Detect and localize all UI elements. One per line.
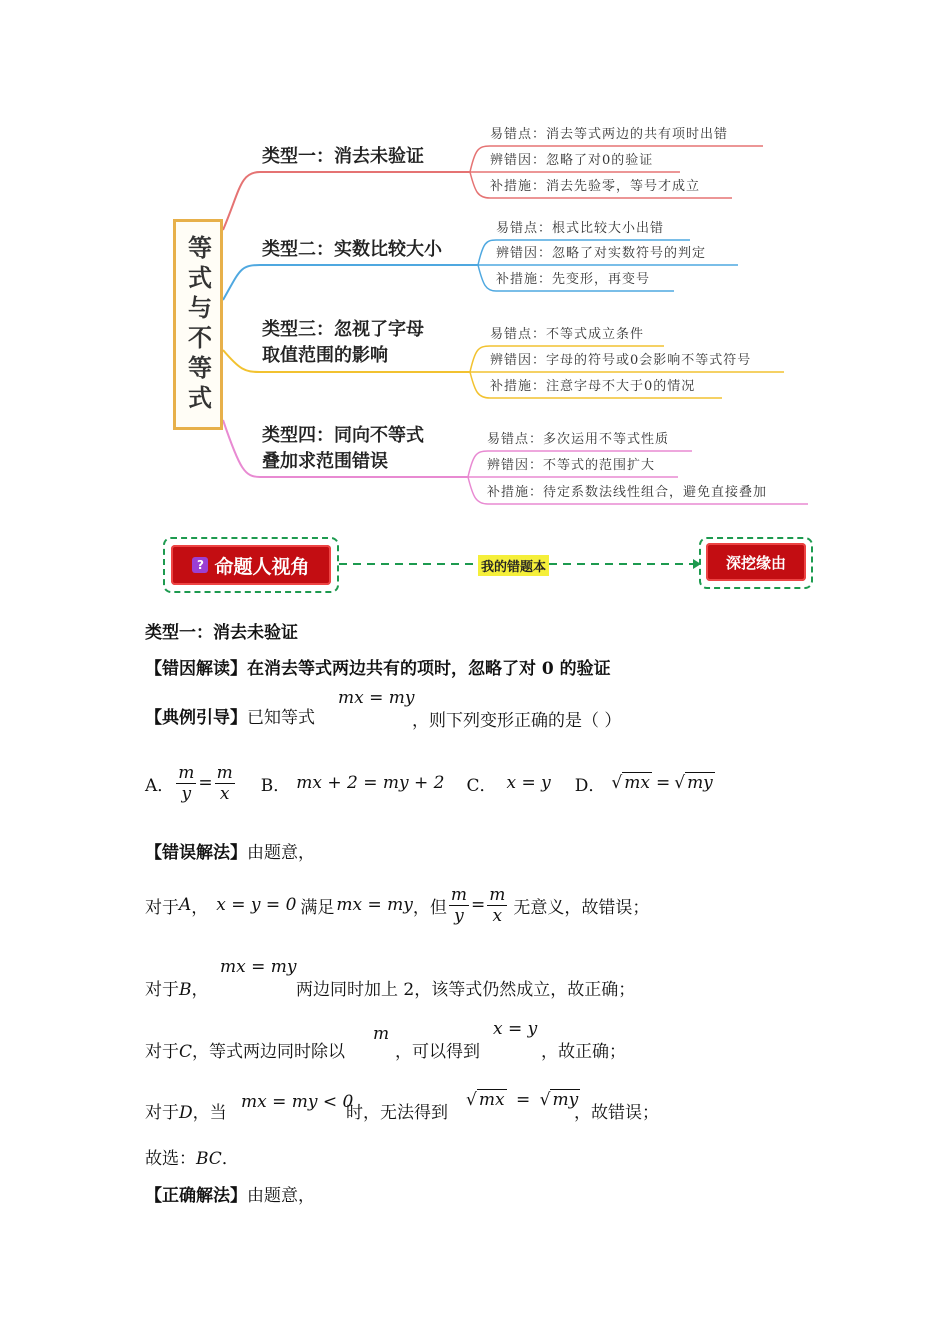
option-a-frac2 bbox=[215, 763, 235, 804]
correct-tag: 【正确解法】 bbox=[145, 1186, 247, 1206]
line-b-pre: 对于 bbox=[145, 980, 179, 1000]
leaf-3-2: 辨错因：字母的符号或0会影响不等式符号 bbox=[490, 353, 752, 368]
option-a-den2: x bbox=[219, 783, 230, 804]
option-c-expr: x = y bbox=[506, 773, 551, 793]
type4-label-line1: 类型四：同向不等式 bbox=[262, 425, 424, 446]
dig-reason-label: 深挖缘由 bbox=[725, 553, 786, 572]
leaf-2-1: 易错点：根式比较大小出错 bbox=[496, 221, 665, 236]
type1-label: 类型一：消去未验证 bbox=[262, 146, 424, 167]
line-c-m: m bbox=[373, 1024, 390, 1044]
type3-label-line1: 类型三：忽视了字母 bbox=[262, 319, 424, 340]
leaf-1-2: 辨错因：忽略了对0的验证 bbox=[490, 153, 654, 168]
line-a-mid: 满足 bbox=[300, 897, 335, 918]
answer-post: ． bbox=[221, 1149, 239, 1169]
line-c-eq: x = y bbox=[493, 1019, 538, 1039]
line-a-eq: x = y = 0 bbox=[216, 895, 297, 915]
section-title: 类型一：消去未验证 bbox=[145, 623, 298, 643]
option-a-eq: = bbox=[198, 773, 213, 793]
leaf-1-1: 易错点：消去等式两边的共有项时出错 bbox=[490, 127, 729, 142]
example-pre: 已知等式 bbox=[247, 708, 315, 728]
line-d-pre: 对于 bbox=[145, 1103, 179, 1123]
mind-map bbox=[0, 0, 950, 520]
line-d-mid2: 时，无法得到 bbox=[346, 1103, 448, 1123]
type2-label: 类型二：实数比较大小 bbox=[262, 239, 442, 260]
option-b-expr: mx + 2 = my + 2 bbox=[296, 773, 445, 793]
option-d-left: mx bbox=[624, 773, 650, 793]
line-a-num1: m bbox=[450, 884, 468, 905]
line-b-letter: B bbox=[179, 980, 192, 1000]
branch-type2 bbox=[223, 265, 478, 300]
line-d-right: my bbox=[552, 1090, 579, 1110]
line-a-comma: ， bbox=[191, 897, 209, 918]
correct-line bbox=[145, 1184, 315, 1208]
line-c-mid1: ，等式两边同时除以 bbox=[192, 1042, 346, 1062]
my-mistakes-label: 我的错题本 bbox=[478, 555, 549, 576]
line-a-den2: x bbox=[492, 905, 503, 926]
option-a-frac1 bbox=[176, 763, 196, 804]
leaf-1-3: 补措施：消去先验零，等号才成立 bbox=[490, 179, 701, 194]
line-d bbox=[145, 1098, 227, 1123]
perspective-button[interactable] bbox=[171, 545, 331, 585]
line-a-but: ，但 bbox=[412, 897, 447, 918]
leaf-3-3: 补措施：注意字母不大于0的情况 bbox=[490, 379, 696, 394]
option-a-label: A． bbox=[145, 775, 175, 796]
line-a-pre: 对于 bbox=[145, 897, 179, 918]
wrong-intro: 由题意， bbox=[247, 843, 315, 863]
line-a-post: 无意义，故错误； bbox=[513, 897, 650, 918]
line-a-eq2: mx = my bbox=[336, 895, 413, 915]
branch-type1 bbox=[223, 172, 470, 230]
line-c-mid2: ，可以得到 bbox=[395, 1042, 480, 1062]
answer-pre: 故选： bbox=[145, 1149, 196, 1169]
line-c bbox=[145, 1037, 345, 1062]
question-icon: ? bbox=[192, 557, 208, 573]
option-b-label: B． bbox=[260, 775, 291, 796]
line-a-frac1 bbox=[449, 885, 469, 926]
leaf-2-3: 补措施：先变形，再变号 bbox=[496, 272, 651, 287]
leaf-4-1: 易错点：多次运用不等式性质 bbox=[487, 432, 670, 447]
line-d-eqs: = bbox=[515, 1090, 531, 1110]
leaf-2-2: 辨错因：忽略了对实数符号的判定 bbox=[496, 246, 707, 261]
line-a-eqs: = bbox=[471, 895, 486, 915]
option-a-num2: m bbox=[216, 762, 233, 783]
option-d-eq: = bbox=[655, 773, 671, 793]
reason-line bbox=[145, 657, 611, 681]
line-d-roots: √ mx = √ my bbox=[466, 1090, 579, 1110]
line-c-post: ，故正确； bbox=[541, 1042, 626, 1062]
wrong-line bbox=[145, 841, 315, 865]
leaf-4-3: 补措施：待定系数法线性组合，避免直接叠加 bbox=[487, 485, 768, 500]
line-b-eq: mx = my bbox=[220, 957, 297, 977]
mind-map-root bbox=[173, 219, 223, 430]
correct-intro: 由题意， bbox=[247, 1186, 315, 1206]
example-equation: mx = my bbox=[338, 688, 415, 708]
leaf-4-2: 辨错因：不等式的范围扩大 bbox=[487, 458, 656, 473]
line-b bbox=[145, 975, 209, 1000]
answer-value: BC bbox=[196, 1149, 222, 1169]
option-a-den1: y bbox=[181, 783, 192, 804]
mind-map-branches bbox=[0, 0, 950, 520]
option-a-num1: m bbox=[178, 762, 195, 783]
reason-tag: 【错因解读】 bbox=[145, 659, 247, 679]
option-c-label: C． bbox=[466, 775, 497, 796]
line-a bbox=[145, 880, 649, 930]
type4-label-line2: 叠加求范围错误 bbox=[262, 451, 388, 472]
dig-reason-button[interactable] bbox=[706, 543, 806, 581]
line-d-left: mx bbox=[478, 1090, 505, 1110]
line-a-num2: m bbox=[489, 884, 506, 905]
option-d-right: my bbox=[687, 773, 713, 793]
root-label: 等式与不等式 bbox=[183, 234, 212, 415]
line-a-den1: y bbox=[454, 905, 464, 926]
reason-text: 在消去等式两边共有的项时，忽略了对 0 的验证 bbox=[247, 659, 611, 679]
perspective-label: 命题人视角 bbox=[214, 555, 310, 578]
example-tag: 【典例引导】 bbox=[145, 708, 247, 728]
line-c-letter: C bbox=[179, 1042, 193, 1062]
line-d-mid1: ，当 bbox=[192, 1103, 227, 1123]
example-line bbox=[145, 706, 315, 730]
line-a-frac2 bbox=[487, 885, 507, 926]
answer-line bbox=[145, 1147, 239, 1171]
options-row: A． $\frac{m}{y}$ = $\frac{m}{x}$ B． mx + 2 = my + 2 C． x = y D． √ mx = √ my bbox=[145, 762, 713, 804]
line-d-eq: mx = my < 0 bbox=[241, 1092, 354, 1112]
leaf-3-1: 易错点：不等式成立条件 bbox=[490, 327, 645, 342]
line-a-letter: A bbox=[179, 895, 192, 915]
line-d-letter: D bbox=[179, 1103, 193, 1123]
line-d-post: ，故错误； bbox=[574, 1103, 659, 1123]
example-post: ，则下列变形正确的是（ ） bbox=[412, 711, 622, 731]
wrong-tag: 【错误解法】 bbox=[145, 843, 247, 863]
type3-label-line2: 取值范围的影响 bbox=[262, 345, 388, 366]
line-b-post: 两边同时加上 2，该等式仍然成立，故正确； bbox=[296, 980, 636, 1000]
option-d-label: D． bbox=[574, 775, 606, 796]
line-b-comma: ， bbox=[191, 980, 209, 1000]
line-c-pre: 对于 bbox=[145, 1042, 179, 1062]
